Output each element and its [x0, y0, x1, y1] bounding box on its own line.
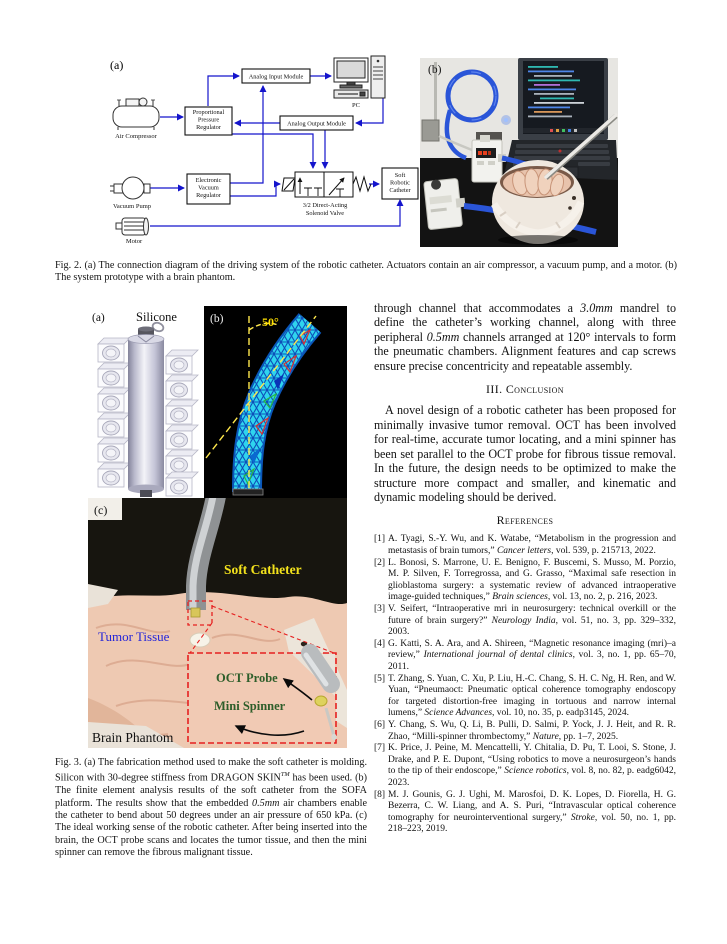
para1-mandrel-size: 3.0mm [580, 301, 613, 315]
reference-item-1 [374, 534, 676, 557]
label-air-compressor: Air Compressor [115, 133, 157, 140]
soft-catheter-label: Soft Catheter [224, 562, 302, 577]
tumor-tissue-label: Tumor Tissue [98, 629, 170, 644]
label-valve-line2: Solenoid Valve [305, 210, 345, 217]
reference-journal: Science Advances [424, 708, 493, 719]
reference-tail: , vol. 3, no. 1, pp. 65–70, 2011. [388, 650, 677, 672]
reference-number: [2] [374, 557, 386, 568]
reference-number: [8] [374, 789, 386, 800]
reference-number: [6] [374, 719, 386, 730]
right-column [374, 301, 676, 836]
top-cap-face [138, 327, 154, 332]
block-analog-input-module: Analog Input Module [248, 73, 304, 81]
oct-probe-tip [315, 696, 327, 706]
trackpoint-dot [559, 150, 562, 153]
zoom-inset [188, 653, 337, 743]
references-list [374, 534, 676, 835]
oct-probe-label: OCT Probe [216, 671, 278, 685]
reference-number: [3] [374, 604, 386, 614]
reference-tail: , vol. 539, p. 215713, 2022. [551, 546, 656, 557]
block-ppr-line1: Proportional [192, 109, 225, 116]
silicone-label: Silicone [136, 310, 177, 324]
fig2-connection-diagram [88, 50, 420, 262]
fig3-caption [55, 757, 367, 860]
pressure-regulator [472, 132, 506, 182]
fig3-caption-part3: air chambers enable the catheter to bend about 50 degrees under an air pressure of 650 kPa. (c) The ideal working sense of the robotic catheter. After being inserted into the brain, the OCT probe scans and locates the tumor tissue, and then the mini spinner can remove the fibrous malignant tissue. [55, 797, 367, 859]
reference-text: L. Bonosi, S. Marrone, U. E. Benigno, F. Buscemi, S. Musso, M. Porzio, M. P. Silven, F. Torregrossa, and G. Grasso, “Maximal safe resection in glioblastoma surgery: a systematic review of advanced intraoperative image-guided techniques,” [388, 557, 676, 603]
reference-tail: , pp. 1–7, 2025. [558, 731, 619, 742]
reference-text: K. Price, J. Peine, M. Mencattelli, Y. Chitalia, D. Pu, T. Looi, S. Stone, J. Drake, and P. E. Dupont, “Using robotics to move a neurosurgeon’s hands to the tip of their endoscope,” [388, 743, 676, 777]
reference-item-6 [374, 720, 676, 743]
block-src-line3: Catheter [389, 187, 411, 194]
block-src-line2: Robotic [390, 179, 410, 187]
trademark-sup: TM [280, 771, 290, 779]
reference-journal: Science robotics [504, 766, 567, 777]
pc-icon [334, 56, 385, 98]
body-paragraph-continued [374, 301, 676, 373]
fig2-panel-b-label: (b) [428, 64, 442, 76]
reference-number: [7] [374, 743, 386, 754]
fig3-caption-part2: has been used. (b) The finite element analysis results of the soft catheter from the SOFA platform. The results show that the embedded [55, 772, 367, 809]
mini-spinner-label: Mini Spinner [214, 699, 286, 713]
vacuum-pump-icon [110, 177, 150, 199]
reference-text: G. Katti, S. A. Ara, and A. Shireen, “Magnetic resonance imaging (mri)–a review,” [388, 638, 676, 661]
block-ppr-line3: Regulator [196, 124, 221, 131]
reference-item-8 [374, 790, 676, 836]
reference-journal: Brain sciences [492, 592, 548, 603]
mold-cylinder [128, 339, 164, 489]
conclusion-heading: III. Conclusion [486, 382, 564, 397]
fig3-caption-italic: 0.5mm [252, 797, 280, 809]
block-evr-line2: Vacuum [198, 184, 219, 192]
fig3-panel-a-label: (a) [92, 312, 105, 324]
conclusion-paragraph: A novel design of a robotic catheter has been proposed for minimally invasive tumor removal. OCT has been involved for real-time, accurate tumor locating, and a mini spinner has been set parallel to the OCT probe for fibrous tissue removal. In the future, the design needs to be optimized to make the structure more compact and smaller, and kinematic and dynamic modeling should be derived. [374, 403, 676, 504]
reference-item-2 [374, 558, 676, 604]
reference-text: V. Seifert, “Intraoperative mri in neurosurgery: technical overkill or the future of brain surgery?” [388, 604, 676, 626]
para1-a: through channel that accommodates a [374, 301, 581, 315]
reference-item-4 [374, 639, 676, 674]
fig3-panel-b-label: (b) [210, 313, 224, 325]
angle-label: 50° [262, 315, 279, 329]
fig2-caption: Fig. 2. (a) The connection diagram of the driving system of the robotic catheter. Actuators contain an air compressor, a vacuum pump, and a motor. (b) The system prototype with a brain phantom. [55, 260, 677, 284]
reference-item-7 [374, 743, 676, 789]
reference-journal: Nature [532, 731, 559, 742]
fig2-panel-a-label: (a) [110, 58, 124, 72]
label-vacuum-pump: Vacuum Pump [112, 203, 152, 210]
reference-journal: Neurology India [491, 615, 556, 626]
reference-number: [5] [374, 673, 386, 684]
fig2-prototype-photo [420, 58, 618, 247]
bottom-stem [140, 490, 152, 497]
spinner-tip [331, 734, 336, 740]
metal-bracket [422, 120, 439, 141]
label-pc: PC [352, 102, 360, 109]
fig3-working-scene-photo [88, 498, 347, 748]
fig3-caption-part1: Fig. 3. (a) The fabrication method used to make the soft catheter is molding. Silicon with 30-degree stiffness from DRAGON SKIN [55, 757, 367, 784]
air-compressor-icon [113, 98, 159, 130]
fea-base-clamp [233, 489, 263, 495]
references-heading: References [496, 513, 554, 528]
fig3-fea-image [204, 306, 347, 498]
solenoid-valve-icon [282, 172, 371, 197]
para1-channel-size: 0.5mm [426, 329, 460, 344]
tumor-blob [190, 633, 210, 647]
reference-journal: International journal of dental clinics [423, 650, 573, 661]
reference-item-3 [374, 604, 676, 639]
fig3-mold-render [88, 306, 204, 498]
fig3-panel-c-label: (c) [94, 503, 108, 517]
reference-text: T. Zhang, S. Yuan, C. Xu, P. Liu, H.-C. Chang, S. H. C. Ng, H. Ren, and W. Yuan, “Pneumaoct: Pneumatic optical coherence tomography endoscopy for targeted distortion-free imaging in tortuous and narrow internal lumens,” [388, 673, 676, 719]
led-glow [501, 115, 511, 125]
reference-tail: , vol. 50, no. 1, pp. 218–223, 2019. [388, 812, 677, 835]
para1-b: mandrel to define the catheter’s working channel, along with three peripheral [374, 301, 676, 344]
reference-text: Y. Chang, S. Wu, Q. Li, B. Pulli, D. Salmi, P. Yock, J. J. Heit, and R. R. Zhao, “Milli-spinner thrombectomy,” [388, 719, 676, 742]
label-motor: Motor [125, 238, 143, 245]
motor-icon [116, 218, 149, 235]
reference-tail: , vol. 51, no. 3, pp. 329–332, 2003. [388, 615, 677, 638]
reference-text: A. Tyagi, S.-Y. Wu, and K. Watabe, “Metabolism in the progression and metastasis of brain tumors,” [388, 534, 676, 557]
para1-c: channels arranged at 120° intervals to form the pneumatic chambers. Alignment features and cap screws ensure precise concentricity and repeatable assembly. [374, 329, 676, 373]
block-analog-output-module: Analog Output Module [287, 120, 346, 128]
reference-tail: , vol. 8, no. 82, p. eadg6042, 2023. [388, 766, 676, 788]
reference-tail: , vol. 10, no. 35, p. eadp3145, 2024. [492, 708, 629, 719]
block-evr-line1: Electronic [195, 177, 222, 184]
reference-number: [1] [374, 534, 386, 545]
block-ppr-line2: Pressure [197, 116, 220, 124]
reference-number: [4] [374, 638, 386, 649]
reference-journal: Cancer letters [496, 546, 552, 557]
block-evr-line3: Regulator [196, 192, 221, 199]
brain-phantom-label: Brain Phantom [92, 730, 174, 745]
reference-journal: Stroke [570, 812, 595, 823]
reference-text: M. J. Gounis, G. J. Ughi, M. Marosfoi, D. K. Lopes, D. Fiorella, H. G. Bezerra, C. W. Liang, and A. S. Puri, “Intravascular optical coherence tomography for neurointerventional surgery,” [388, 789, 676, 823]
reference-item-5 [374, 674, 676, 720]
label-valve-line1: 3/2 Direct-Acting [302, 202, 348, 209]
block-src-line1: Soft [394, 172, 406, 179]
reference-tail: , vol. 13, no. 2, p. 216, 2023. [547, 592, 658, 603]
